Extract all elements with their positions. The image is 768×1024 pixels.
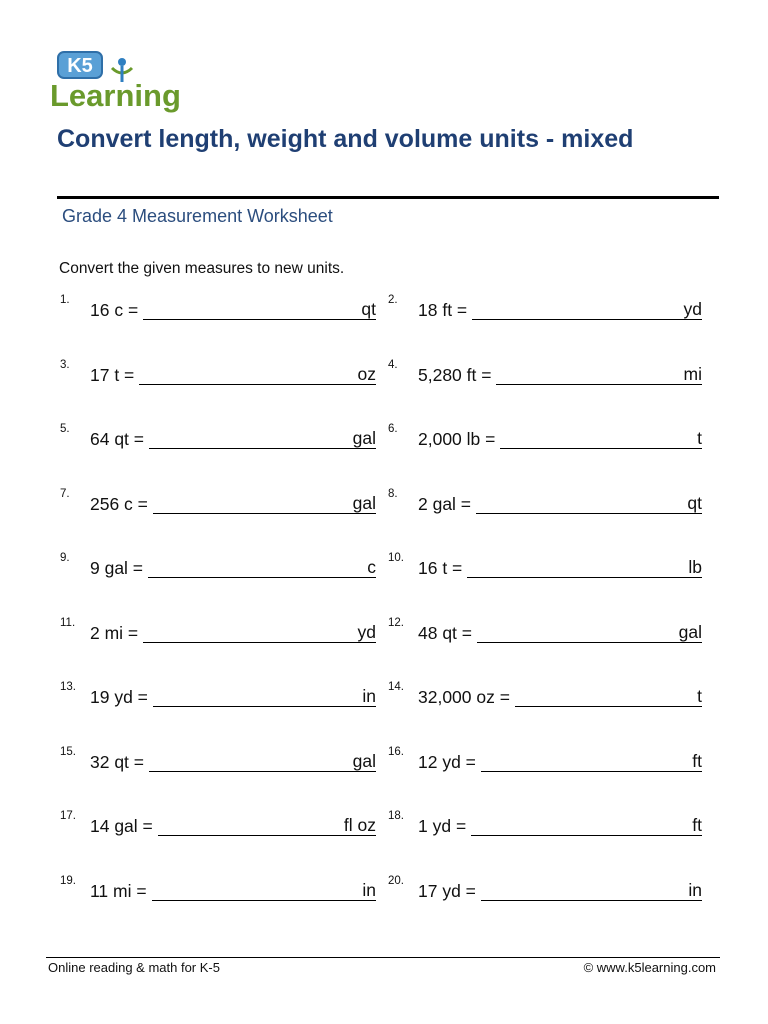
logo-k5-text: K5	[67, 55, 93, 77]
problem-item	[60, 681, 376, 707]
answer-blank[interactable]	[472, 299, 702, 320]
answer-blank[interactable]	[496, 364, 702, 385]
problem-item	[60, 423, 376, 449]
k5-learning-logo	[48, 48, 188, 114]
answer-blank[interactable]	[143, 622, 376, 643]
answer-blank[interactable]	[143, 299, 376, 320]
problem-question: 32,000 oz =	[418, 687, 510, 707]
answer-unit: in	[362, 686, 376, 706]
answer-unit: yd	[357, 621, 376, 642]
answer-unit: gal	[352, 428, 376, 448]
logo-learning-text: Learning	[50, 78, 181, 113]
problem-number: 12.	[388, 616, 404, 629]
problem-item	[388, 681, 702, 707]
problem-number: 10.	[388, 552, 404, 564]
problem-item	[60, 488, 376, 514]
problem-item	[60, 617, 376, 643]
answer-unit: in	[362, 879, 376, 900]
problem-item	[60, 294, 376, 320]
answer-blank[interactable]	[476, 493, 702, 514]
problem-question: 2,000 lb =	[418, 429, 496, 449]
problem-question: 19 yd =	[90, 687, 148, 707]
answer-unit: t	[697, 686, 702, 706]
problem-number: 7.	[60, 487, 70, 500]
answer-unit: yd	[683, 299, 702, 319]
answer-blank[interactable]	[481, 751, 702, 772]
problem-item	[388, 810, 702, 836]
problem-number: 14.	[388, 681, 404, 693]
answer-unit: gal	[352, 750, 376, 771]
problem-number: 4.	[388, 358, 398, 371]
answer-unit: oz	[357, 363, 376, 384]
problem-item	[60, 359, 376, 385]
footer-website: © www.k5learning.com	[583, 960, 716, 975]
problem-number: 20.	[388, 874, 404, 887]
page-title: Convert length, weight and volume units - mixed	[57, 125, 634, 153]
problem-question: 2 gal =	[418, 493, 472, 514]
answer-blank[interactable]	[149, 428, 376, 449]
answer-blank[interactable]	[153, 493, 376, 514]
answer-unit: lb	[688, 557, 702, 577]
instructions: Convert the given measures to new units.	[59, 260, 345, 277]
footer-divider	[46, 957, 720, 958]
answer-blank[interactable]	[149, 751, 376, 772]
answer-blank[interactable]	[467, 557, 702, 578]
problem-item	[388, 552, 702, 578]
problem-question: 5,280 ft =	[418, 364, 492, 385]
answer-unit: gal	[352, 492, 376, 513]
worksheet-subtitle: Grade 4 Measurement Worksheet	[62, 206, 333, 226]
answer-unit: gal	[678, 621, 702, 642]
problem-number: 3.	[60, 358, 70, 371]
answer-blank[interactable]	[471, 815, 702, 836]
problem-question: 32 qt =	[90, 751, 145, 772]
problem-question: 18 ft =	[418, 300, 468, 320]
problem-number: 18.	[388, 810, 404, 822]
problem-number: 8.	[388, 487, 398, 500]
answer-unit: in	[688, 879, 702, 900]
problem-item	[60, 746, 376, 772]
answer-blank[interactable]	[481, 880, 702, 901]
answer-blank[interactable]	[515, 686, 702, 707]
problem-question: 17 t =	[90, 364, 135, 385]
answer-blank[interactable]	[148, 557, 376, 578]
problem-item	[388, 617, 702, 643]
problem-item	[388, 294, 702, 320]
problem-item	[60, 875, 376, 901]
problem-number: 1.	[60, 294, 70, 306]
answer-blank[interactable]	[500, 428, 702, 449]
problem-question: 64 qt =	[90, 429, 145, 449]
problem-number: 13.	[60, 681, 76, 693]
problem-number: 19.	[60, 874, 76, 887]
problem-question: 14 gal =	[90, 816, 153, 836]
problem-number: 15.	[60, 745, 76, 758]
problem-item	[388, 359, 702, 385]
problem-question: 1 yd =	[418, 816, 467, 836]
answer-blank[interactable]	[139, 364, 376, 385]
problem-question: 9 gal =	[90, 558, 144, 578]
problem-item	[388, 875, 702, 901]
problem-number: 5.	[60, 423, 70, 435]
answer-unit: ft	[692, 750, 702, 771]
problem-question: 48 qt =	[418, 622, 473, 643]
footer-tagline: Online reading & math for K-5	[48, 960, 220, 975]
problem-number: 11.	[60, 616, 76, 629]
problem-number: 16.	[388, 745, 404, 758]
problem-question: 11 mi =	[90, 880, 147, 901]
problem-number: 2.	[388, 294, 398, 306]
problem-question: 256 c =	[90, 493, 148, 514]
answer-unit: c	[367, 557, 376, 577]
title-divider	[57, 196, 719, 199]
problem-item	[388, 488, 702, 514]
answer-blank[interactable]	[477, 622, 702, 643]
problem-question: 12 yd =	[418, 751, 476, 772]
problem-item	[60, 810, 376, 836]
problem-question: 2 mi =	[90, 622, 139, 643]
problem-number: 17.	[60, 810, 76, 822]
answer-unit: t	[697, 428, 702, 448]
problem-question: 16 c =	[90, 300, 139, 320]
answer-blank[interactable]	[152, 880, 376, 901]
problem-question: 16 t =	[418, 558, 463, 578]
problem-number: 6.	[388, 423, 398, 435]
answer-unit: qt	[687, 492, 702, 513]
problem-number: 9.	[60, 552, 70, 564]
answer-unit: fl oz	[343, 815, 376, 835]
answer-blank[interactable]	[153, 686, 376, 707]
answer-unit: qt	[361, 299, 376, 319]
problem-item	[388, 746, 702, 772]
answer-unit: mi	[683, 363, 702, 384]
problem-item	[388, 423, 702, 449]
answer-blank[interactable]	[158, 815, 376, 836]
problem-item	[60, 552, 376, 578]
problem-question: 17 yd =	[418, 880, 476, 901]
answer-unit: ft	[692, 815, 702, 835]
